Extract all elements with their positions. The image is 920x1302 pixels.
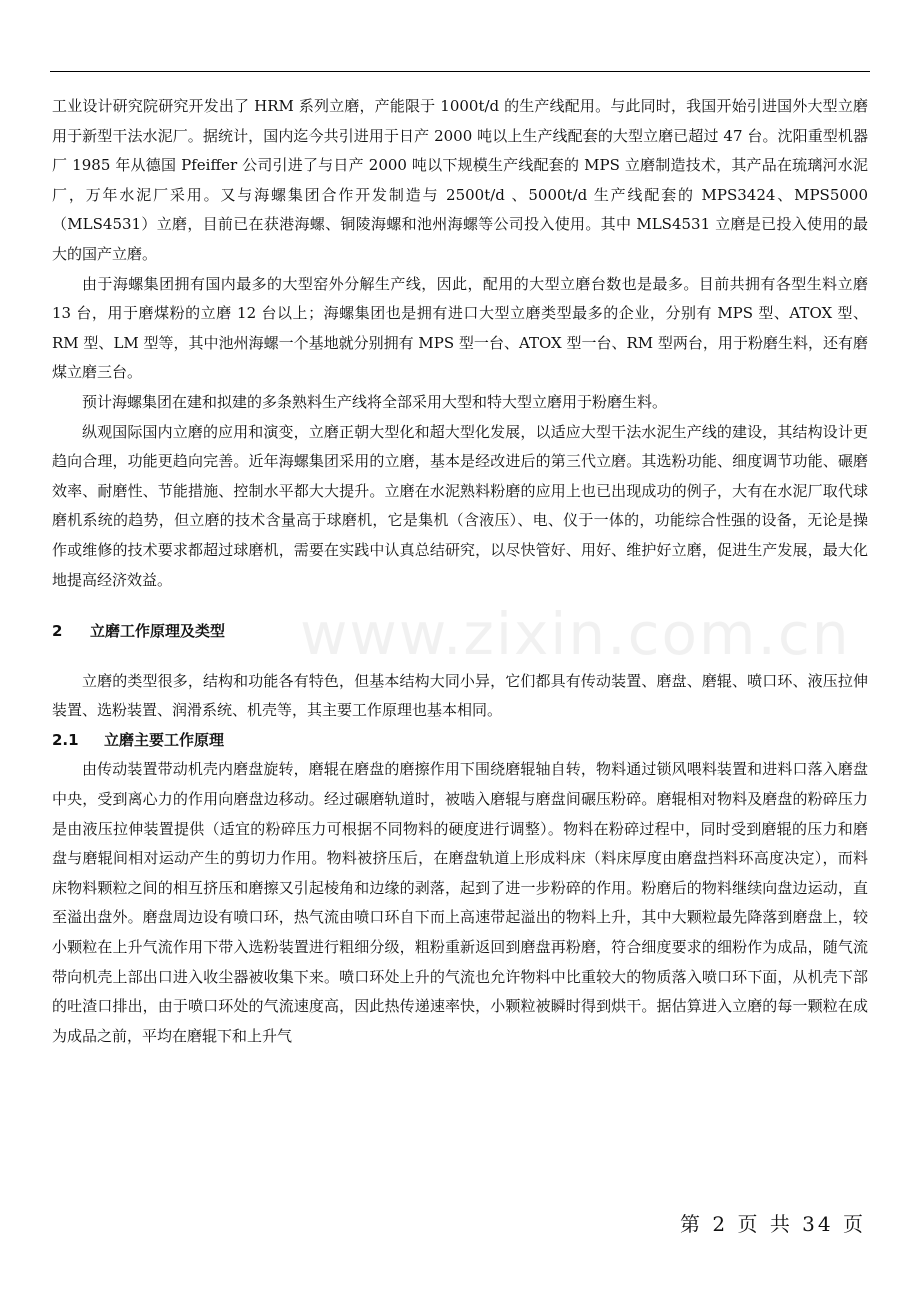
header-rule (50, 71, 870, 72)
section-number: 2 (52, 622, 63, 641)
paragraph: 立磨的类型很多，结构和功能各有特色，但基本结构大同小异，它们都具有传动装置、磨盘、磨辊、喷口环、液压拉伸装置、选粉装置、润滑系统、机壳等，其主要工作原理也基本相同。 (52, 671, 868, 720)
paragraph: 工业设计研究院研究开发出了 HRM 系列立磨，产能限于 1000t/d 的生产线配用。与此同时，我国开始引进国外大型立磨用于新型干法水泥厂。据统计，国内迄今共引进用于日产 2000 吨以上生产线配套的大型立磨已超过 47 台。沈阳重型机器厂 1985 年从德国 Pfeiffer 公司引进了与日产 2000 吨以下规模生产线配套的 MPS 立磨制造技术，其产品在琉璃河水泥厂，万年水泥厂采用。又与海螺集团合作开发制造与 2500t/d 、5000t/d 生产线配套的 MPS3424、MPS5000（MLS4531）立磨，目前已在获港海螺、铜陵海螺和池州海螺等公司投入使用。其中 MLS4531 立磨是已投入使用的最大的国产立磨。 (52, 97, 868, 263)
document-body (52, 92, 868, 1051)
paragraph: 纵观国际国内立磨的应用和演变，立磨正朝大型化和超大型化发展，以适应大型干法水泥生产线的建设，其结构设计更趋向合理，功能更趋向完善。近年海螺集团采用的立磨，基本是经改进后的第三代立磨。其选粉功能、细度调节功能、碾磨效率、耐磨性、节能措施、控制水平都大大提升。立磨在水泥熟料粉磨的应用上也已出现成功的例子，大有在水泥厂取代球磨机系统的趋势，但立磨的技术含量高于球磨机，它是集机（含液压）、电、仪于一体的，功能综合性强的设备，无论是操作或维修的技术要求都超过球磨机，需要在实践中认真总结研究，以尽快管好、用好、维护好立磨，促进生产发展，最大化地提高经济效益。 (52, 422, 868, 589)
section-title: 立磨主要工作原理 (104, 730, 225, 749)
section-number: 2.1 (52, 730, 79, 749)
watermark: www.zixin.com.cn (300, 600, 851, 668)
paragraph: 由传动装置带动机壳内磨盘旋转，磨辊在磨盘的磨擦作用下围绕磨辊轴自转，物料通过锁风喂料装置和进料口落入磨盘中央，受到离心力的作用向磨盘边移动。经过碾磨轨道时，被啮入磨辊与磨盘间碾压粉碎。磨辊相对物料及磨盘的粉碎压力是由液压拉伸装置提供（适宜的粉碎压力可根据不同物料的硬度进行调整）。物料在粉碎过程中，同时受到磨辊的压力和磨盘与磨辊间相对运动产生的剪切力作用。物料被挤压后，在磨盘轨道上形成料床（料床厚度由磨盘挡料环高度决定），而料床物料颗粒之间的相互挤压和磨擦又引起棱角和边缘的剥落，起到了进一步粉碎的作用。粉磨后的物料继续向盘边运动，直至溢出盘外。磨盘周边设有喷口环，热气流由喷口环自下而上高速带起溢出的物料上升，其中大颗粒最先降落到磨盘上，较小颗粒在上升气流作用下带入选粉装置进行粗细分级，粗粉重新返回到磨盘再粉磨，符合细度要求的细粉作为成品，随气流带向机壳上部出口进入收尘器被收集下来。喷口环处上升的气流也允许物料中比重较大的物质落入喷口环下面，从机壳下部的吐渣口排出，由于喷口环处的气流速度高，因此热传递速率快，小颗粒被瞬时得到烘干。据估算进入立磨的每一颗粒在成为成品之前，平均在磨辊下和上升气 (52, 760, 868, 1045)
paragraph: 预计海螺集团在建和拟建的多条熟料生产线将全部采用大型和特大型立磨用于粉磨生料。 (82, 392, 668, 411)
page-number: 第 2 页 共 34 页 (680, 1212, 866, 1236)
paragraph: 由于海螺集团拥有国内最多的大型窑外分解生产线，因此，配用的大型立磨台数也是最多。目前共拥有各型生料立磨 13 台，用于磨煤粉的立磨 12 台以上；海螺集团也是拥有进口大型立磨类型最多的企业，分别有 MPS 型、ATOX 型、RM 型、LM 型等，其中池州海螺一个基地就分别拥有 MPS 型一台、ATOX 型一台、RM 型两台，用于粉磨生料，还有磨煤立磨三台。 (52, 274, 868, 382)
section-heading-2-1 (52, 726, 868, 756)
section-title: 立磨工作原理及类型 (90, 622, 226, 641)
section-heading-2 (52, 617, 868, 647)
